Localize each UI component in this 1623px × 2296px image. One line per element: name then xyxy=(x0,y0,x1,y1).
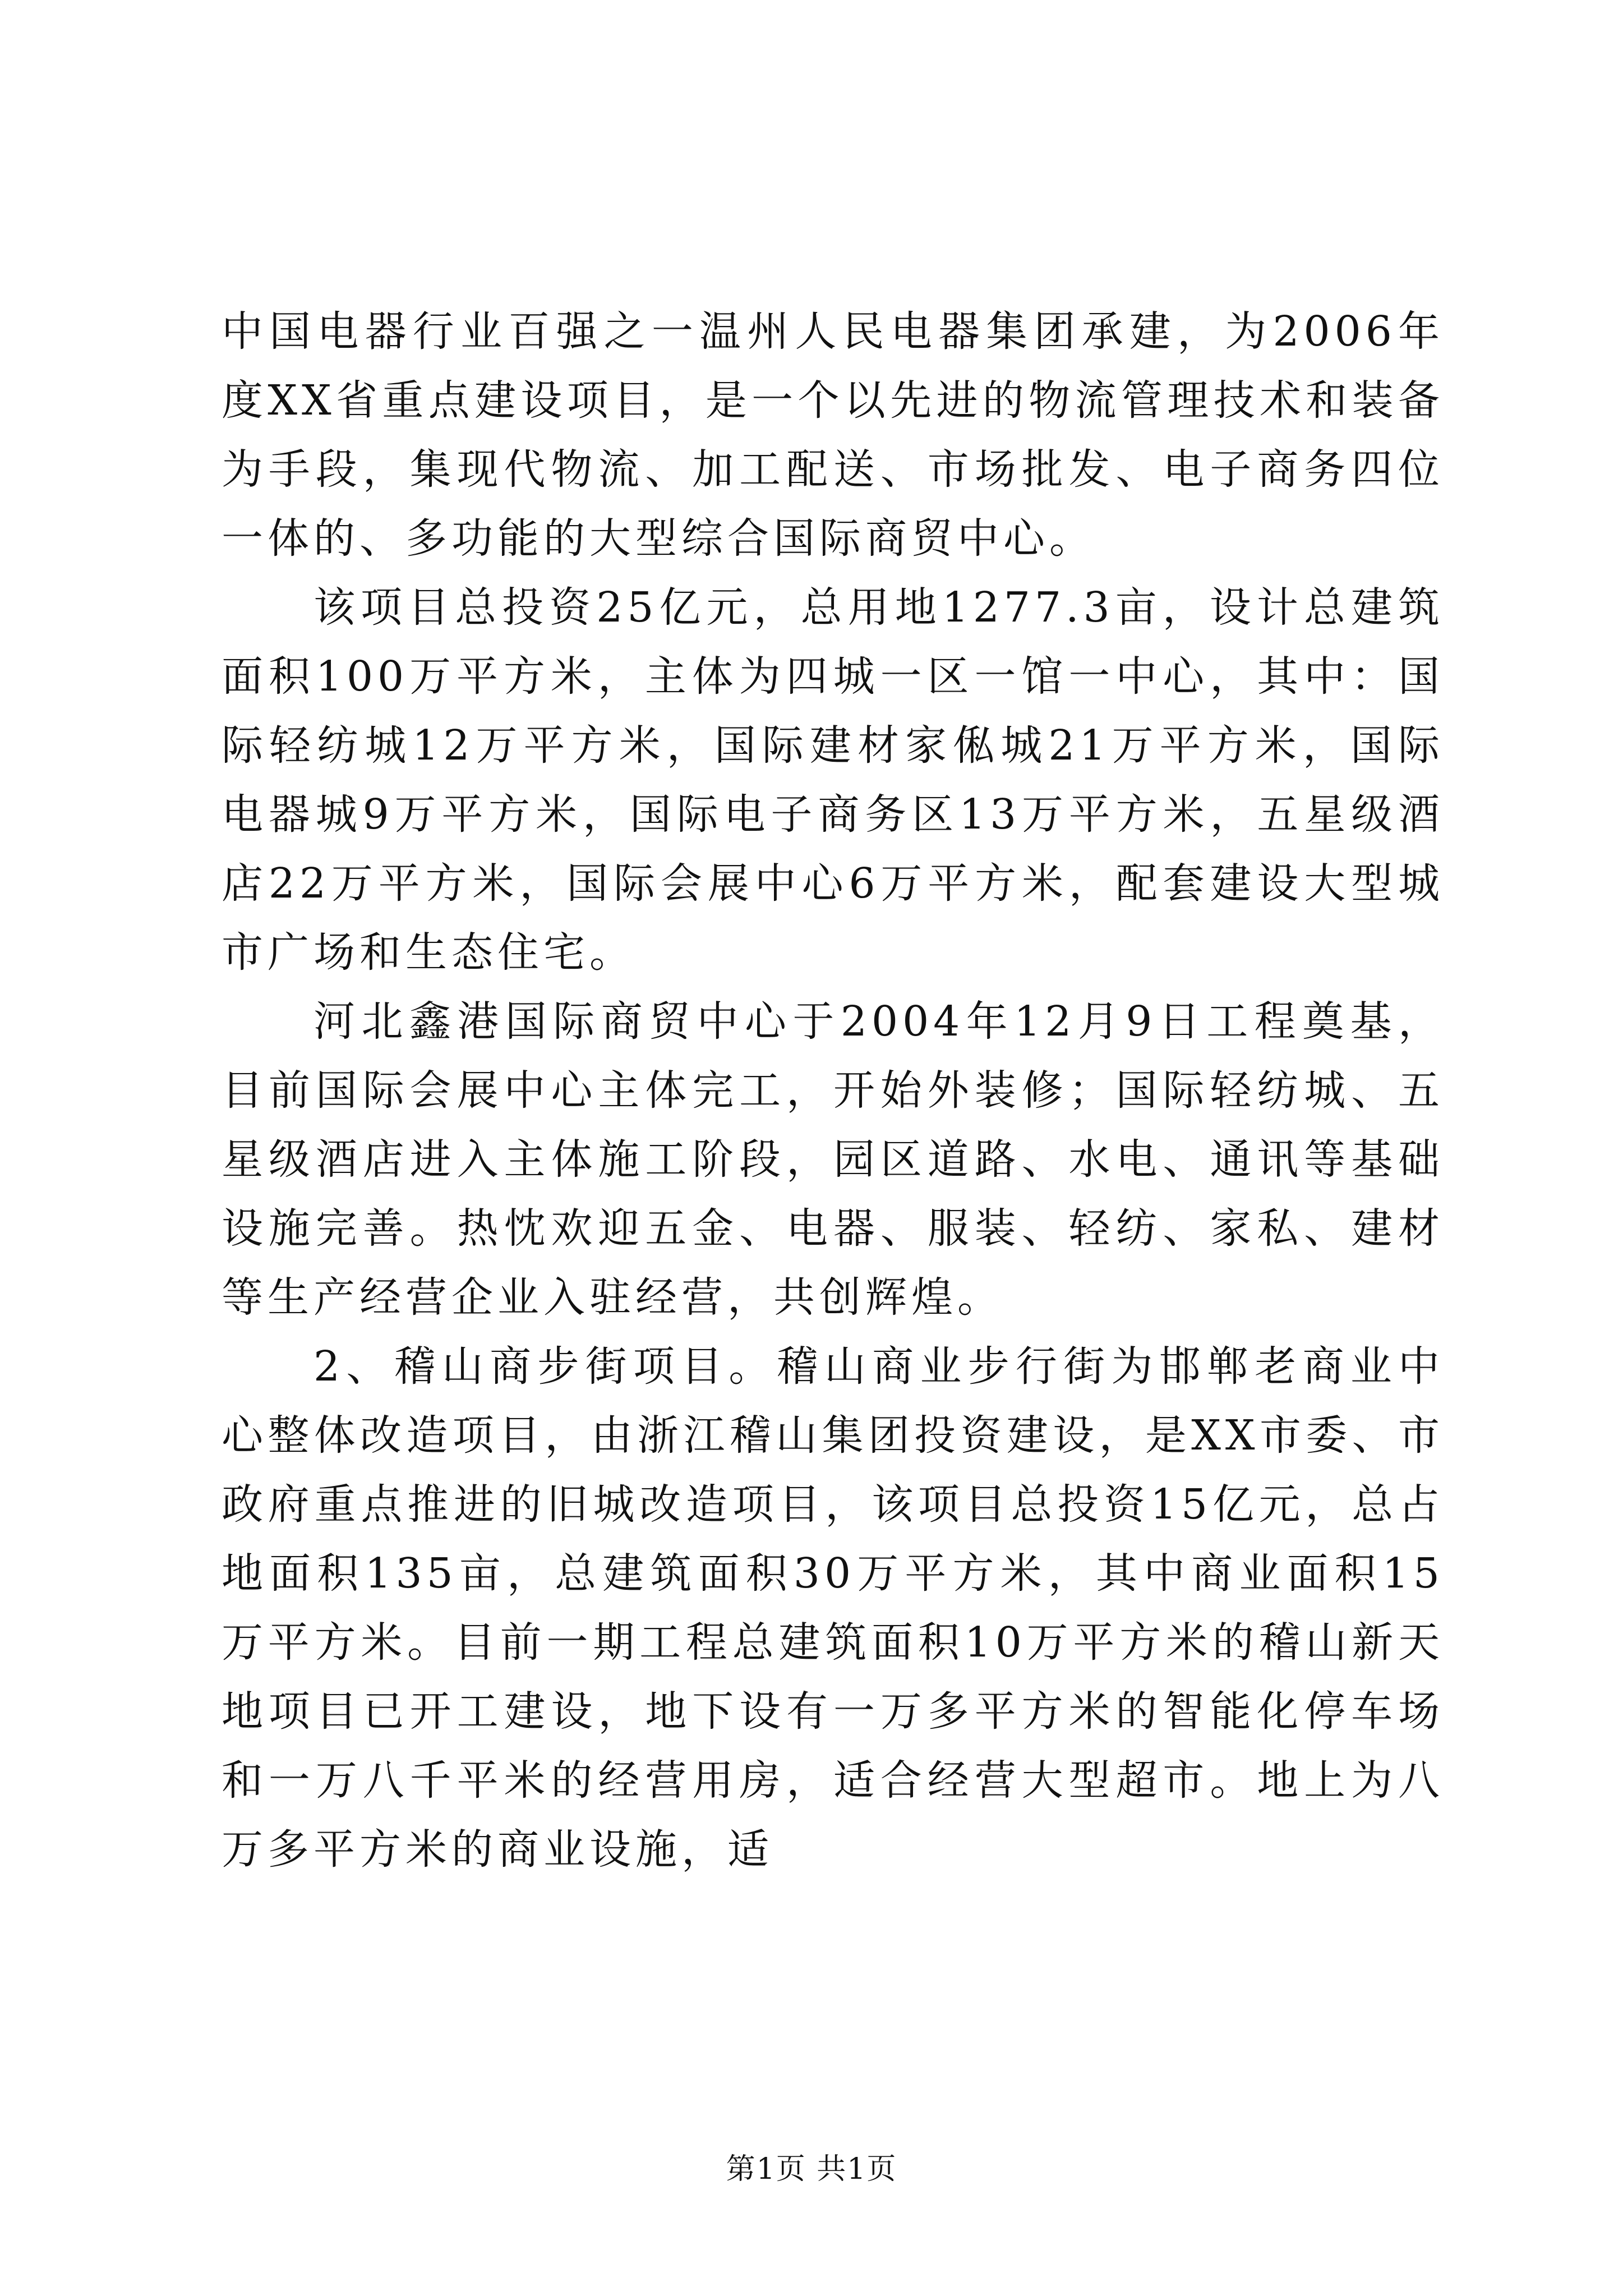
document-body xyxy=(222,297,1444,1884)
paragraph-3: 河北鑫港国际商贸中心于2004年12月9日工程奠基，目前国际会展中心主体完工，开始外装修；国际轻纺城、五星级酒店进入主体施工阶段，园区道路、水电、通讯等基础设施完善。热忱欢迎五金、电器、服装、轻纺、家私、建材等生产经营企业入驻经营，共创辉煌。 xyxy=(222,997,1444,1322)
paragraph-1: 中国电器行业百强之一温州人民电器集团承建，为2006年度XX省重点建设项目，是一个以先进的物流管理技术和装备为手段，集现代物流、加工配送、市场批发、电子商务四位一体的、多功能的大型综合国际商贸中心。 xyxy=(222,307,1444,563)
paragraph-4: 2、稽山商步街项目。稽山商业步行街为邯郸老商业中心整体改造项目，由浙江稽山集团投资建设，是XX市委、市政府重点推进的旧城改造项目，该项目总投资15亿元，总占地面积135亩，总建筑面积30万平方米，其中商业面积15万平方米。目前一期工程总建筑面积10万平方米的稽山新天地项目已开工建设，地下设有一万多平方米的智能化停车场和一万八千平米的经营用房，适合经营大型超市。地上为八万多平方米的商业设施，适 xyxy=(222,1342,1444,1874)
page-footer: 第1页 共1页 xyxy=(726,2152,897,2186)
paragraph-2: 该项目总投资25亿元，总用地1277.3亩，设计总建筑面积100万平方米，主体为四城一区一馆一中心，其中：国际轻纺城12万平方米，国际建材家俬城21万平方米，国际电器城9万平方米，国际电子商务区13万平方米，五星级酒店22万平方米，国际会展中心6万平方米，配套建设大型城市广场和生态住宅。 xyxy=(222,583,1444,977)
